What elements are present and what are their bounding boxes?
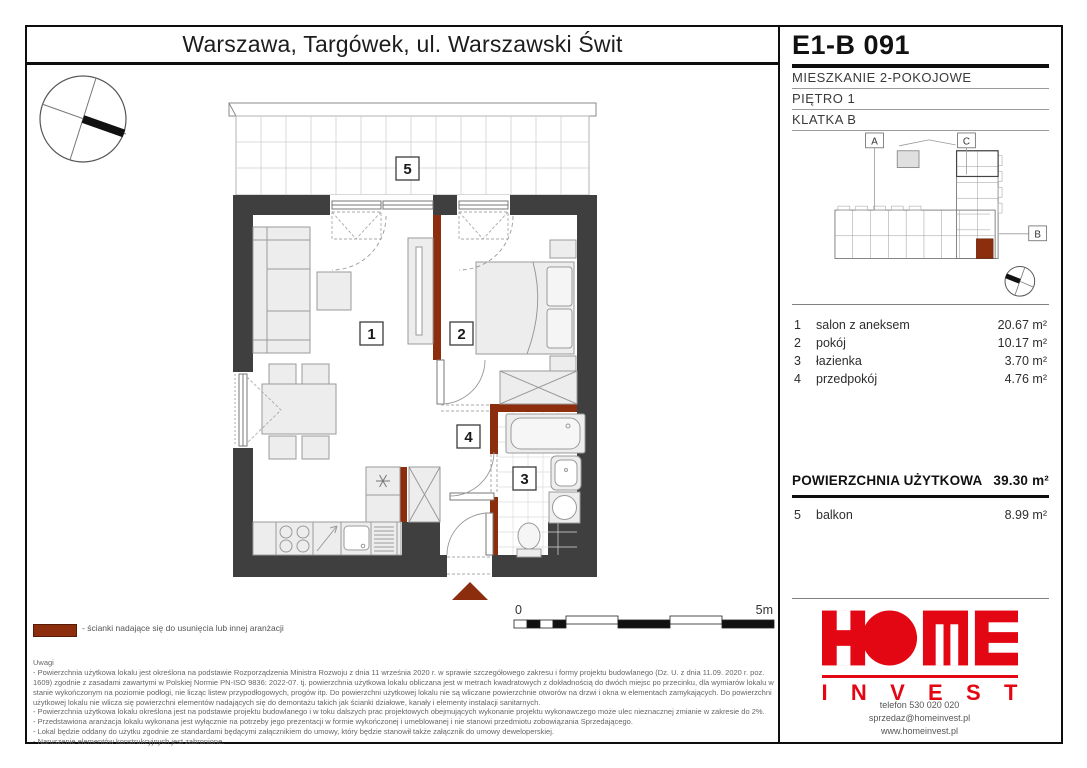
plan-label-5: 5	[403, 161, 412, 178]
notes-title: Uwagi	[33, 658, 54, 667]
contact-block	[780, 699, 1059, 738]
logo-invest-word: I N V E S T	[821, 680, 1018, 705]
scale-start: 0	[515, 603, 522, 617]
home-invest-logo	[780, 610, 1059, 706]
note-line: - Powierzchnia użytkowa lokalu jest określona na podstawie Rozporządzenia Ministra Rozwoju z dnia 11 września 2020 r. w sprawie szczegółowego zakresu i formy projektu budowlanego (Dz. U. z dnia 11.09. 2020 r. poz. 1609) zgodnie z zasadami zawartymi w Polskiej Normie PN-ISO 9836: 2022-07. tj. powierzchnia użytkowa lokalu obliczana jest w metrach kwadratowych z dokładnością do dwóch miejsc po przecinku, dla wymiarów lokalu w stanie wykończonym na poziomie podłogi, nie licząc listew przypodłogowych, progów itp. Do powierzchni użytkowej lokalu nie są wliczane powierzchnie otworów na drzwi i okna w elementach zamykających. Do powierzchni użytkowej lokalu nie wlicza się powierzchni elementów nadających się do demontażu takich jak ścianki działowe, kanały i elementy instalacji sanitarnych.	[33, 667, 774, 707]
scale-end: 5m	[755, 603, 773, 617]
info-panel	[780, 27, 1059, 740]
header	[27, 27, 778, 65]
site-label-b: B	[1034, 229, 1041, 241]
legend-text: - ścianki nadające się do usunięcia lub innej aranżacji	[82, 623, 284, 633]
usable-area-label: POWIERZCHNIA UŻYTKOWA	[792, 473, 983, 488]
note-line: - Lokal będzie oddany do użytku zgodnie ze standardami będącymi załącznikiem do umowy, który będzie stanowił także załącznik do umowy deweloperskiej.	[33, 727, 554, 737]
site-label-a: A	[871, 136, 878, 148]
entrance-arrow	[452, 582, 488, 600]
note-line: - Powierzchnia użytkowa lokalu określona jest na podstawie projektu budowlanego i w toku dalszych prac projektowych obejmujących wykonanie projektu wykonawczego może ulec nieznacznej zmianie w zakresie do 2%.	[33, 707, 765, 717]
panel-divider	[792, 304, 1049, 305]
unit-staircase: KLATKA B	[792, 109, 1049, 131]
logo-rule	[822, 675, 1018, 678]
highlighted-unit	[976, 239, 993, 259]
balcony-row: 5 balkon 8.99 m²	[794, 508, 1047, 522]
unit-floor: PIĘTRO 1	[792, 88, 1049, 110]
floor-plan-drawing	[218, 95, 606, 620]
page-title: Warszawa, Targówek, ul. Warszawski Świt	[182, 31, 623, 57]
legend-partition-swatch	[33, 624, 77, 637]
site-label-c: C	[962, 136, 971, 148]
room-row: 3 łazienka 3.70 m²	[794, 354, 1047, 368]
contact-phone: telefon 530 020 020	[879, 700, 960, 710]
home-logo-glyphs	[822, 610, 1018, 666]
usable-area-value: 39.30 m²	[993, 473, 1049, 488]
notes-block	[33, 658, 775, 747]
compass-icon	[36, 72, 130, 166]
contact-email: sprzedaz@homeinvest.pl	[868, 713, 971, 724]
unit-type: MIESZKANIE 2-POKOJOWE	[792, 67, 1049, 89]
unit-id: E1-B 091	[792, 27, 1049, 68]
plan-label-4: 4	[464, 429, 473, 446]
site-compass-icon	[1005, 266, 1035, 296]
panel-divider	[792, 598, 1049, 599]
site-plan	[780, 130, 1059, 306]
scale-bar	[505, 600, 780, 634]
room-row: 2 pokój 10.17 m²	[794, 336, 1047, 350]
plan-label-1: 1	[367, 326, 376, 343]
contact-www: www.homeinvest.pl	[880, 726, 959, 737]
usable-area-summary	[792, 473, 1049, 498]
room-row: 4 przedpokój 4.76 m²	[794, 372, 1047, 386]
plan-label-3: 3	[520, 471, 529, 488]
room-row: 1 salon z aneksem 20.67 m²	[794, 318, 1047, 332]
balcony	[229, 103, 596, 199]
plan-label-2: 2	[457, 326, 466, 343]
note-line: - Przedstawiona aranżacja lokalu wykonana jest wyłącznie na potrzeby jego prezentacji w formie wykończonej i umeblowanej i nie stanowi przedmiotu zobowiązania Sprzedającego.	[33, 717, 633, 727]
note-line: - Naruszenie elementów konstrukcyjnych jest zabronione.	[33, 737, 225, 747]
furniture	[253, 227, 585, 557]
